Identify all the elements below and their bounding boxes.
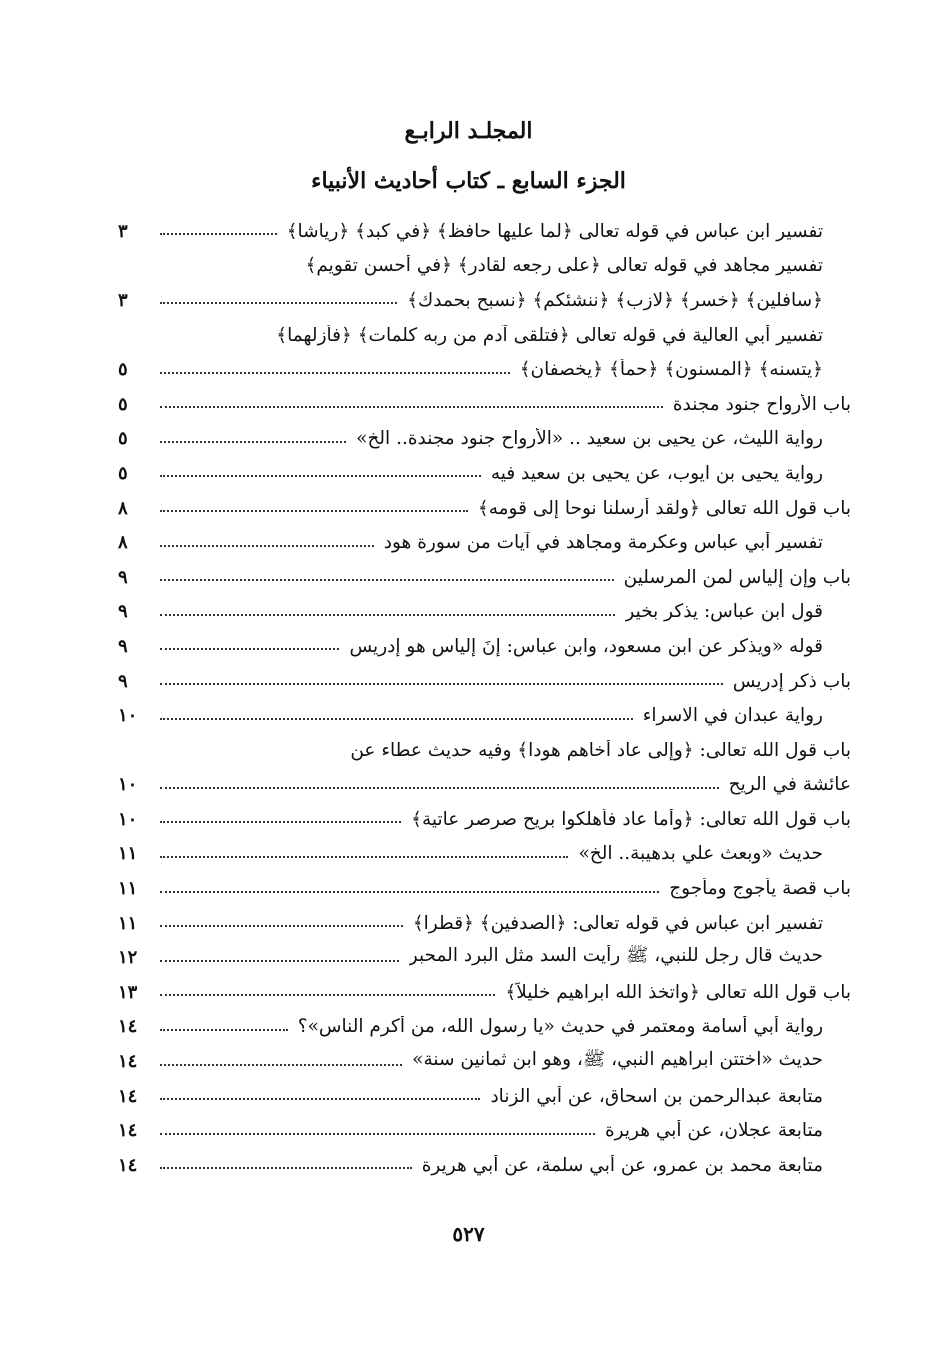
dot-leader: [160, 960, 399, 962]
toc-entry-page: ٥: [118, 359, 128, 381]
toc-entry-page: ١٠: [118, 808, 138, 830]
toc-entry-title: باب قول الله تعالى ﴿واتخذ الله ابراهيم خليلاً﴾: [505, 981, 851, 1003]
toc-entry: [118, 1010, 851, 1045]
toc-entry-title: باب ذكر إدريس: [732, 670, 851, 692]
toc-entry-page: ١٤: [118, 1051, 138, 1073]
toc-entry-page: ١٢: [118, 947, 138, 969]
toc-entry: [118, 491, 851, 526]
toc-entry: [118, 768, 851, 803]
toc-entry: [118, 560, 851, 595]
dot-leader: [160, 718, 633, 720]
dot-leader: [160, 925, 403, 927]
toc-entry: [118, 629, 851, 664]
toc-entry: [118, 1079, 851, 1114]
toc-entry: [118, 318, 851, 353]
toc-entry-page: ٥: [118, 462, 128, 484]
toc-entry-title: ﴿سافلين﴾ ﴿خسر﴾ ﴿لازب﴾ ﴿ننشئكم﴾ ﴿نسبح بحمدك﴾: [407, 289, 823, 311]
dot-leader: [160, 302, 397, 304]
toc-entry-page: ١٠: [118, 705, 138, 727]
toc-entry: [118, 733, 851, 768]
dot-leader: [160, 1029, 288, 1031]
toc-entry: [118, 525, 851, 560]
toc-entry-page: ١١: [118, 878, 138, 900]
dot-leader: [160, 545, 374, 547]
toc-entry-page: ١٤: [118, 1120, 138, 1142]
part-title: الجزء السابع ـ كتاب أحاديث الأنبياء: [311, 168, 626, 194]
dot-leader: [160, 994, 495, 996]
toc-entry-title: رواية أبي أسامة ومعتمر في حديث «يا رسول الله، من أكرم الناس»؟: [297, 1016, 823, 1038]
toc-entry-title: باب قول الله تعالى: ﴿وأما عاد فأهلكوا بريح صرصر عاتية﴾: [411, 808, 851, 830]
toc-entry-page: ٨: [118, 532, 128, 554]
toc-entry-page: ٩: [118, 670, 128, 692]
dot-leader: [160, 1133, 595, 1135]
toc-entry: [118, 456, 851, 491]
toc-entry-page: ٩: [118, 601, 128, 623]
toc-entry-title: باب الأرواح جنود مجندة: [672, 393, 851, 415]
dot-leader: [160, 579, 614, 581]
dot-leader: [160, 233, 277, 235]
toc-entry: [118, 837, 851, 872]
toc-entry: [118, 387, 851, 422]
toc-entry-title: حديث قال رجل للنبي، ﷺ رأيت السد مثل البرد المحبر: [408, 944, 823, 966]
toc-entry-title: تفسير ابن عباس في قوله تعالى: ﴿الصدفين﴾ ﴿قطرا﴾: [412, 912, 823, 934]
toc-entry: [118, 352, 851, 387]
toc-entry-title: تفسير أبي العالية في قوله تعالى ﴿فتلقى آدم من ربه كلمات﴾ ﴿فأزلهما﴾: [276, 324, 823, 346]
toc-entry-page: ١٤: [118, 1016, 138, 1038]
page-number: ٥٢٧: [452, 1222, 485, 1246]
toc-entry: [118, 249, 851, 284]
toc-entry-title: باب قول الله تعالى: ﴿وإلى عاد أخاهم هودا﴾ وفيه حديث عطاء عن: [350, 739, 851, 761]
dot-leader: [160, 1167, 412, 1169]
dot-leader: [160, 648, 339, 650]
toc-entry-title: تفسير أبي عباس وعكرمة ومجاهد في آيات من سورة هود: [383, 532, 823, 554]
toc-entry: [118, 1148, 851, 1183]
toc-entry-page: ١٤: [118, 1154, 138, 1176]
toc-entry: [118, 871, 851, 906]
toc-entry-title: قول ابن عباس: يذكر بخير: [625, 601, 823, 623]
toc-entry-title: باب قصة يأجوج ومأجوج: [669, 878, 851, 900]
toc-entry-page: ٨: [118, 497, 128, 519]
toc-entry: [118, 698, 851, 733]
toc-entry-page: ٣: [118, 220, 128, 242]
toc-entry-title: رواية يحيى بن ايوب، عن يحيى بن سعيد فيه: [490, 462, 823, 484]
toc-entry-page: ١٤: [118, 1085, 138, 1107]
toc-entry-page: ١١: [118, 912, 138, 934]
toc-entry: [118, 422, 851, 457]
toc-entry-title: تفسير مجاهد في قوله تعالى ﴿على رجعه لقادر﴾ ﴿في أحسن تقويم﴾: [305, 255, 823, 277]
toc-entry-page: ١٠: [118, 774, 138, 796]
toc-entry-page: ٩: [118, 566, 128, 588]
dot-leader: [160, 372, 510, 374]
toc-entry: [118, 906, 851, 941]
dot-leader: [160, 510, 468, 512]
dot-leader: [160, 683, 723, 685]
toc-entry-page: ٩: [118, 635, 128, 657]
toc-entry-title: متابعة عجلان، عن أبي هريرة: [604, 1120, 823, 1142]
dot-leader: [160, 787, 719, 789]
toc-entry-title: باب وإن إلياس لمن المرسلين: [623, 566, 851, 588]
toc-entry: [118, 1113, 851, 1148]
toc-entry-page: ١١: [118, 843, 138, 865]
toc-entry: [118, 214, 851, 249]
dot-leader: [160, 406, 663, 408]
toc-entry-title: تفسير ابن عباس في قوله تعالى ﴿لما عليها حافظ﴾ ﴿في كبد﴾ ﴿رياشا﴾: [286, 220, 823, 242]
dot-leader: [160, 1064, 402, 1066]
dot-leader: [160, 821, 401, 823]
toc-entry-title: رواية الليث، عن يحيى بن سعيد .. «الأرواح جنود مجندة.. الخ»: [356, 428, 823, 450]
toc-entry: [118, 975, 851, 1010]
dot-leader: [160, 441, 346, 443]
toc-entry-page: ١٣: [118, 981, 138, 1003]
dot-leader: [160, 614, 615, 616]
toc-entry: [118, 802, 851, 837]
table-of-contents: [118, 214, 851, 1183]
toc-entry: [118, 595, 851, 630]
toc-entry-title: حديث «اختتن ابراهيم النبي، ﷺ، وهو ابن ثمانين سنة»: [412, 1048, 823, 1070]
toc-entry: [118, 283, 851, 318]
toc-entry-title: رواية عبدان في الاسراء: [642, 705, 823, 727]
toc-entry-title: ﴿يتسنه﴾ ﴿المسنون﴾ ﴿حمأ﴾ ﴿يخصفان﴾: [519, 359, 823, 381]
toc-entry-title: حديث «وبعث علي بدهيبة.. الخ»: [578, 843, 823, 865]
toc-entry: [118, 1044, 851, 1079]
toc-entry-title: متابعة محمد بن عمرو، عن أبي سلمة، عن أبي هريرة: [421, 1154, 823, 1176]
toc-entry-page: ٥: [118, 393, 128, 415]
toc-entry-page: ٣: [118, 289, 128, 311]
dot-leader: [160, 856, 568, 858]
toc-entry-title: باب قول الله تعالى ﴿ولقد أرسلنا نوحا إلى قومه﴾: [477, 497, 851, 519]
toc-entry-title: قوله «ويذكر عن ابن مسعود، وابن عباس: إنَ إلياس هو إدريس: [349, 635, 823, 657]
toc-entry: [118, 664, 851, 699]
dot-leader: [160, 891, 659, 893]
dot-leader: [160, 1098, 480, 1100]
toc-entry-page: ٥: [118, 428, 128, 450]
volume-title: المجلـد الرابـع: [404, 118, 533, 144]
dot-leader: [160, 475, 481, 477]
toc-entry-title: متابعة عبدالرحمن بن اسحاق، عن أبي الزناد: [490, 1085, 823, 1107]
toc-entry-title: عائشة في الريح: [728, 774, 851, 796]
toc-entry: [118, 940, 851, 975]
